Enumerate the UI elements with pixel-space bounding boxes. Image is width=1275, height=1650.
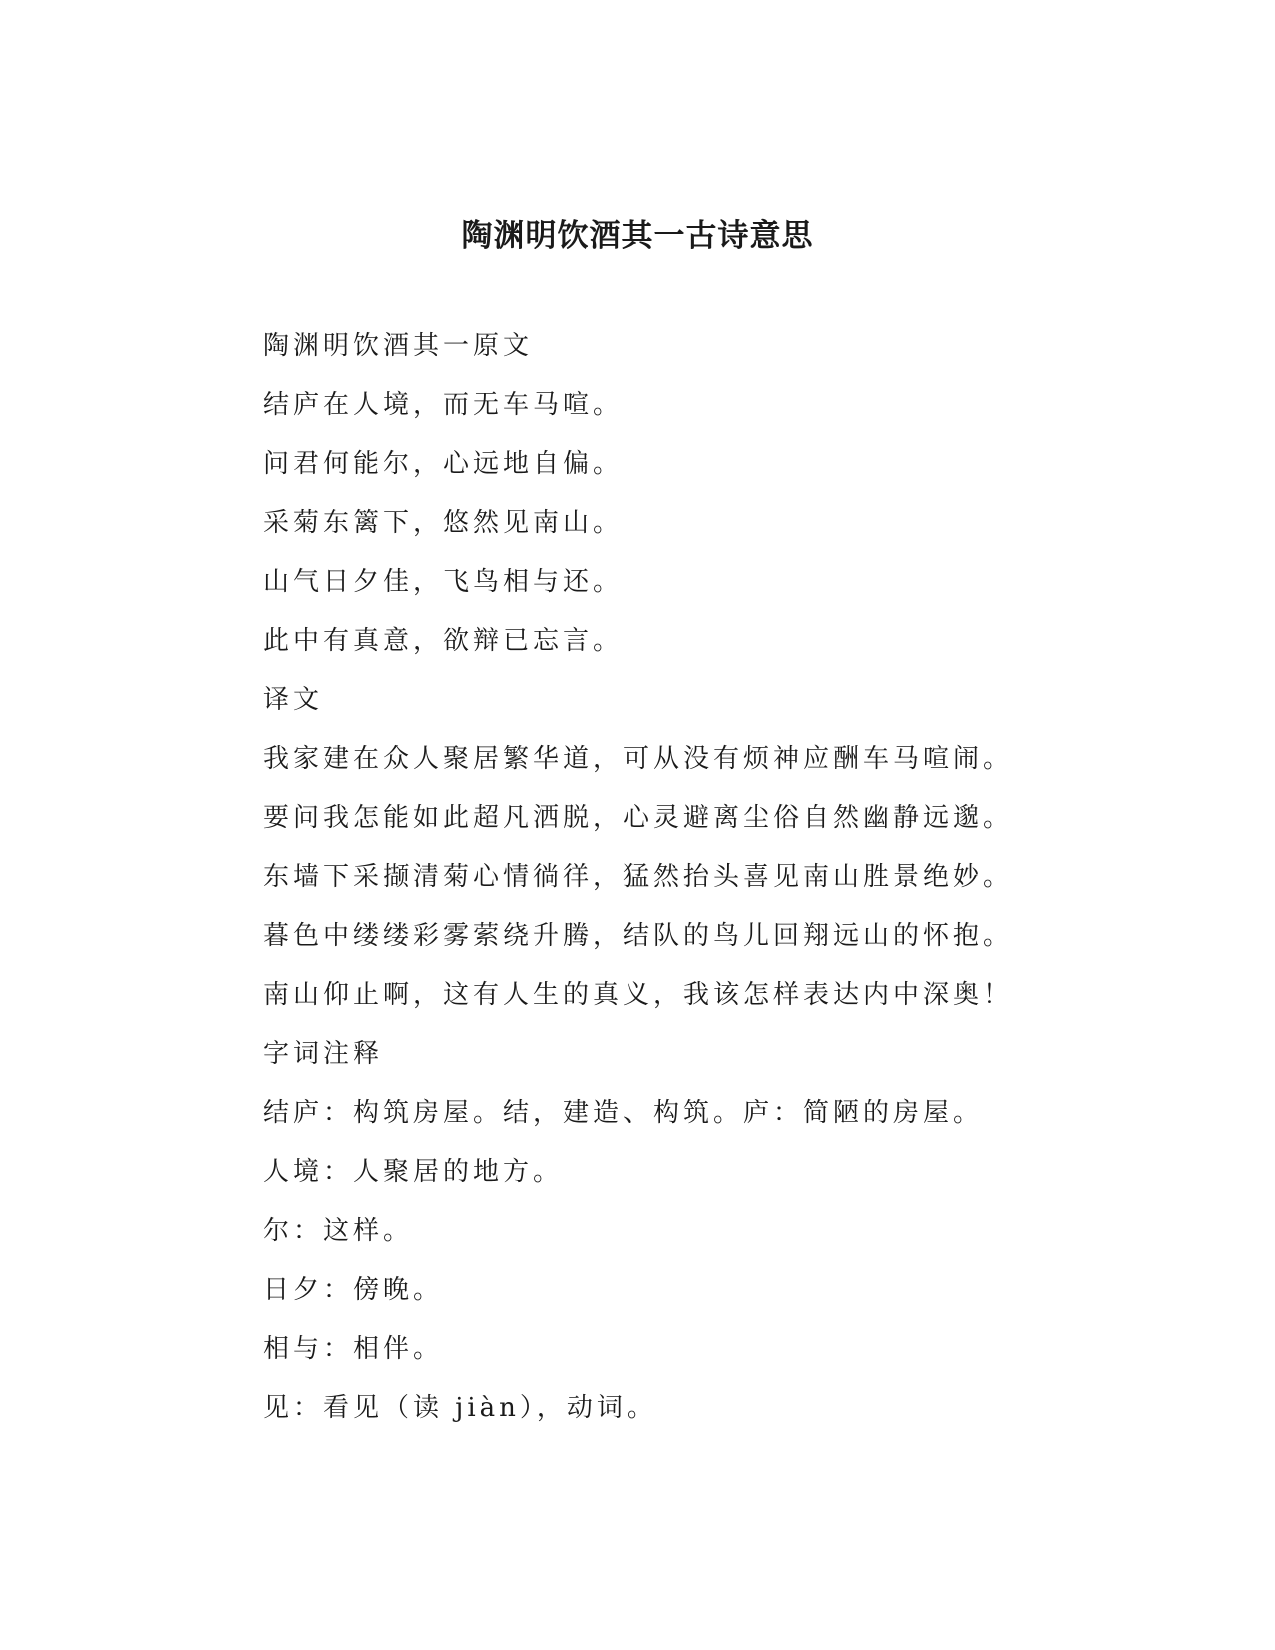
original-line-3: 采菊东篱下，悠然见南山。 <box>263 508 624 538</box>
original-line-2: 问君何能尔，心远地自偏。 <box>263 449 624 479</box>
original-line-4: 山气日夕佳，飞鸟相与还。 <box>263 567 624 597</box>
translation-line-4: 暮色中缕缕彩雾萦绕升腾，结队的鸟儿回翔远山的怀抱。 <box>263 921 1014 951</box>
notes-heading: 字词注释 <box>263 1039 384 1069</box>
note-line-4: 日夕：傍晚。 <box>263 1275 444 1305</box>
document-title: 陶渊明饮酒其一古诗意思 <box>461 218 814 254</box>
translation-heading: 译文 <box>263 685 324 715</box>
translation-line-3: 东墙下采撷清菊心情徜徉，猛然抬头喜见南山胜景绝妙。 <box>263 862 1014 892</box>
document-body <box>263 333 1023 1421</box>
translation-line-1: 我家建在众人聚居繁华道，可从没有烦神应酬车马喧闹。 <box>263 744 1014 774</box>
translation-line-2: 要问我怎能如此超凡洒脱，心灵避离尘俗自然幽静远邈。 <box>263 803 1014 833</box>
note-line-1: 结庐：构筑房屋。结，建造、构筑。庐：简陋的房屋。 <box>263 1098 984 1128</box>
original-line-1: 结庐在人境，而无车马喧。 <box>263 390 624 420</box>
translation-line-5: 南山仰止啊，这有人生的真义，我该怎样表达内中深奥！ <box>263 980 1014 1010</box>
note-line-2: 人境：人聚居的地方。 <box>263 1157 564 1187</box>
note-line-3: 尔：这样。 <box>263 1216 414 1246</box>
original-heading: 陶渊明饮酒其一原文 <box>263 331 534 361</box>
note-line-6: 见：看见（读 jiàn），动词。 <box>263 1393 657 1423</box>
original-line-5: 此中有真意，欲辩已忘言。 <box>263 626 624 656</box>
note-line-5: 相与：相伴。 <box>263 1334 444 1364</box>
